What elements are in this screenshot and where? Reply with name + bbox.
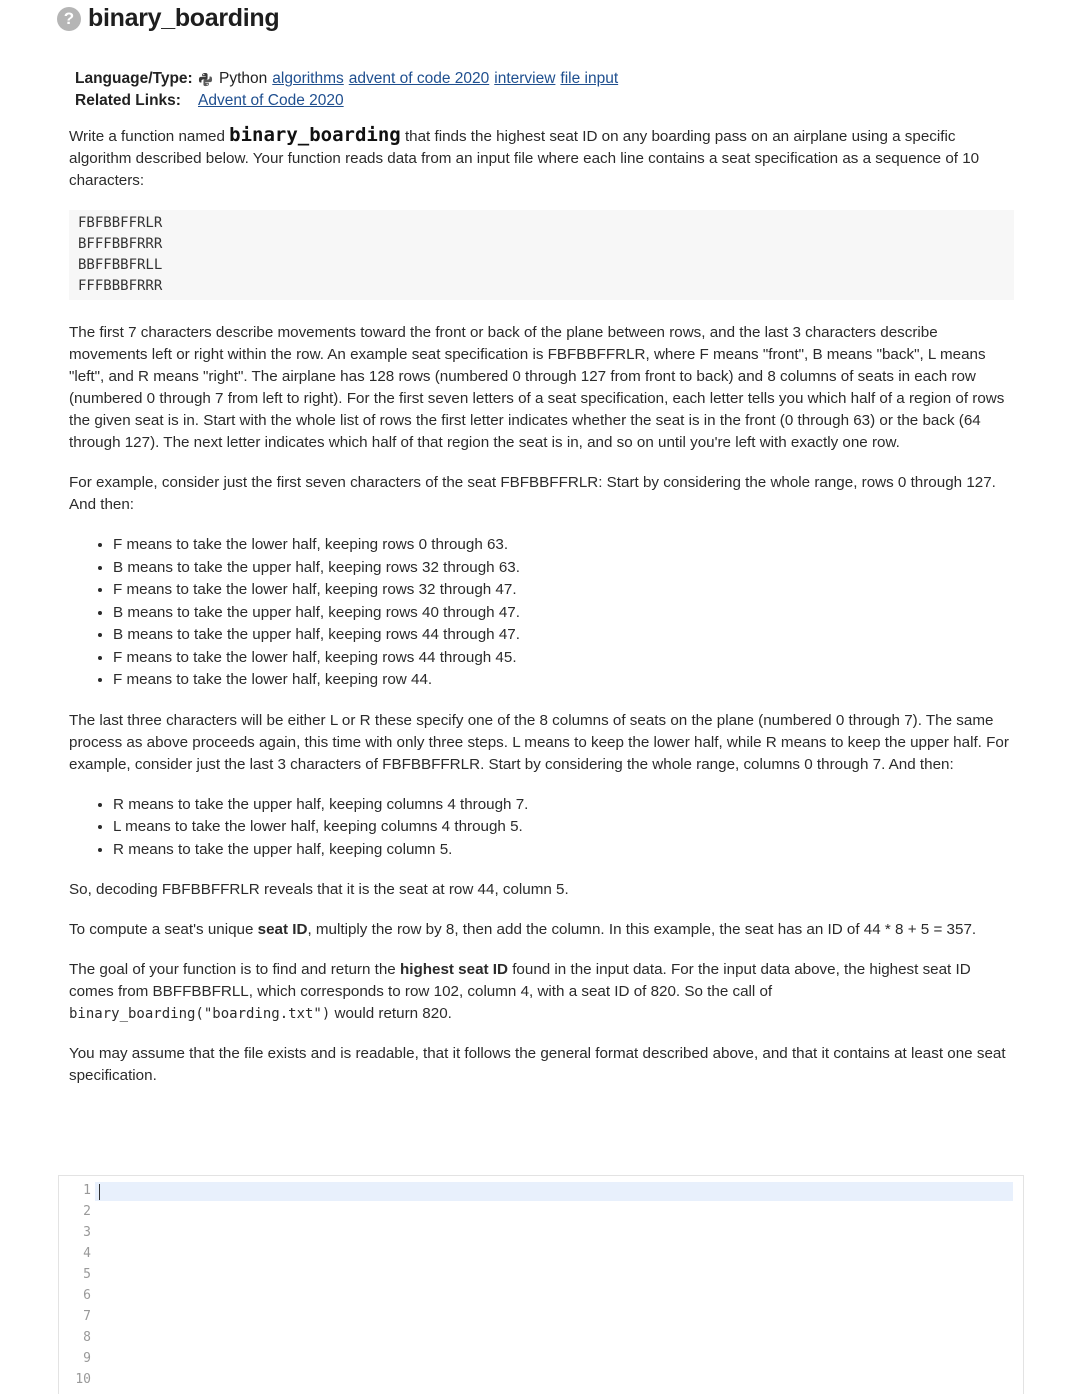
- list-item: • R means to take the upper half, keeping columns 4 through 7.: [113, 794, 1014, 817]
- language-value: Python: [219, 70, 268, 87]
- line-number-gutter: [59, 1180, 91, 1390]
- intro-paragraph: [69, 124, 1014, 192]
- tag-advent-of-code-link[interactable]: advent of code 2020: [348, 70, 490, 87]
- problem-meta: [75, 68, 623, 112]
- list-item: • B means to take the upper half, keeping rows 32 through 63.: [113, 557, 1014, 580]
- language-label: Language/Type:: [75, 70, 193, 87]
- line-number: 2: [83, 1204, 91, 1219]
- list-item: • L means to take the lower half, keeping columns 4 through 5.: [113, 816, 1014, 839]
- text-cursor: [99, 1184, 100, 1200]
- line-number: 4: [83, 1246, 91, 1261]
- goal-text: The goal of your function is to find and return the: [69, 961, 400, 978]
- paragraph-seat-id: [69, 919, 1014, 941]
- problem-description: [69, 124, 1014, 1105]
- row-steps-list: [69, 534, 1014, 692]
- page-title: binary_boarding: [88, 4, 280, 32]
- seat-id-text: To compute a seat's unique: [69, 921, 258, 938]
- tag-interview-link[interactable]: interview: [494, 70, 556, 87]
- paragraph-columns: The last three characters will be either L or R these specify one of the 8 columns of seats on the plane (numbered 0 through 7). The same process as above proceeds again, this time with only three steps. L means to keep the lower half, while R means to keep the upper half. For example, consider just the last 3 characters of FBFBBFFRLR. Start by considering the whole range, columns 0 through 7. And then:: [69, 711, 1009, 773]
- tag-algorithms-link[interactable]: algorithms: [272, 70, 344, 87]
- line-number: 9: [83, 1351, 91, 1366]
- list-item: • B means to take the upper half, keeping rows 40 through 47.: [113, 602, 1014, 625]
- sample-input-block: FBFBBFFRLR BFFFBBFRRR BBFFBBFRLL FFFBBBFRRR: [69, 210, 1014, 300]
- code-editor[interactable]: [58, 1175, 1024, 1394]
- tag-file-input-link[interactable]: file input: [560, 70, 619, 87]
- paragraph-example: For example, consider just the first seven characters of the seat FBFBBFFRLR: Start by considering the whole range, rows 0 through 127. And then:: [69, 474, 996, 513]
- intro-text: Write a function named: [69, 128, 230, 145]
- paragraph-goal: [69, 959, 1014, 1025]
- paragraph-decoding: So, decoding FBFBBFFRLR reveals that it is the seat at row 44, column 5.: [69, 881, 569, 898]
- intro-text-end: that finds the highest seat ID on any boarding pass on an airplane using a specific algorithm described below. Your function reads data from an input file where each line contains a seat specification as a sequence of 10 characters:: [69, 128, 980, 189]
- language-row: [75, 68, 623, 90]
- function-name: binary_boarding: [229, 124, 401, 146]
- goal-text-end: would return 820.: [330, 1005, 452, 1022]
- column-steps-list: [69, 794, 1014, 862]
- python-icon: [198, 72, 213, 87]
- list-item: • F means to take the lower half, keeping rows 32 through 47.: [113, 579, 1014, 602]
- list-item: • R means to take the upper half, keeping column 5.: [113, 839, 1014, 862]
- seat-id-text-end: , multiply the row by 8, then add the column. In this example, the seat has an ID of 44 * 8 + 5 = 357.: [307, 921, 977, 938]
- list-item: • B means to take the upper half, keeping rows 44 through 47.: [113, 624, 1014, 647]
- related-label: Related Links:: [75, 92, 181, 109]
- line-number: 6: [83, 1288, 91, 1303]
- list-item: • F means to take the lower half, keeping rows 0 through 63.: [113, 534, 1014, 557]
- line-number: 10: [75, 1372, 91, 1387]
- list-item: • F means to take the lower half, keeping row 44.: [113, 669, 1014, 692]
- advent-of-code-link[interactable]: Advent of Code 2020: [198, 92, 344, 109]
- line-number: 1: [83, 1183, 91, 1198]
- line-number: 5: [83, 1267, 91, 1282]
- list-item: • F means to take the lower half, keeping rows 44 through 45.: [113, 647, 1014, 670]
- highest-seat-id-bold: highest seat ID: [399, 961, 508, 978]
- goal-text-mid: found in the input data. For the input data above, the highest seat ID comes from BBFFBBFRLL, which corresponds to row 102, column 4, with a seat ID of 820. So the call of: [69, 961, 971, 1000]
- active-line-highlight[interactable]: [95, 1182, 1013, 1201]
- paragraph-rows: The first 7 characters describe movements toward the front or back of the plane between rows, and the last 3 characters describe movements left or right within the row. An example seat specification is FBFBBFFRLR, where F means "front", B means "back", L means "left", and R means "right". The airplane has 128 rows (numbered 0 through 127 from front to back) and 8 columns of seats in each row (numbered 0 through 7 from left to right). For the first seven letters of a seat specification, each letter tells you which half of a region of rows the given seat is in. Start with the whole list of rows the first letter indicates whether the seat is in the front (0 through 63) or the back (64 through 127). The next letter indicates which half of that region the seat is in, and so on until you're left with exactly one row.: [69, 324, 1005, 451]
- line-number: 8: [83, 1330, 91, 1345]
- example-call-code: binary_boarding("boarding.txt"): [69, 1006, 331, 1022]
- help-icon[interactable]: ?: [57, 7, 81, 31]
- line-number: 3: [83, 1225, 91, 1240]
- line-number: 7: [83, 1309, 91, 1324]
- seat-id-bold: seat ID: [257, 921, 308, 938]
- related-links-row: [75, 90, 623, 112]
- title-row: [57, 4, 279, 33]
- paragraph-assumptions: You may assume that the file exists and is readable, that it follows the general format described above, and that it contains at least one seat specification.: [69, 1045, 1006, 1084]
